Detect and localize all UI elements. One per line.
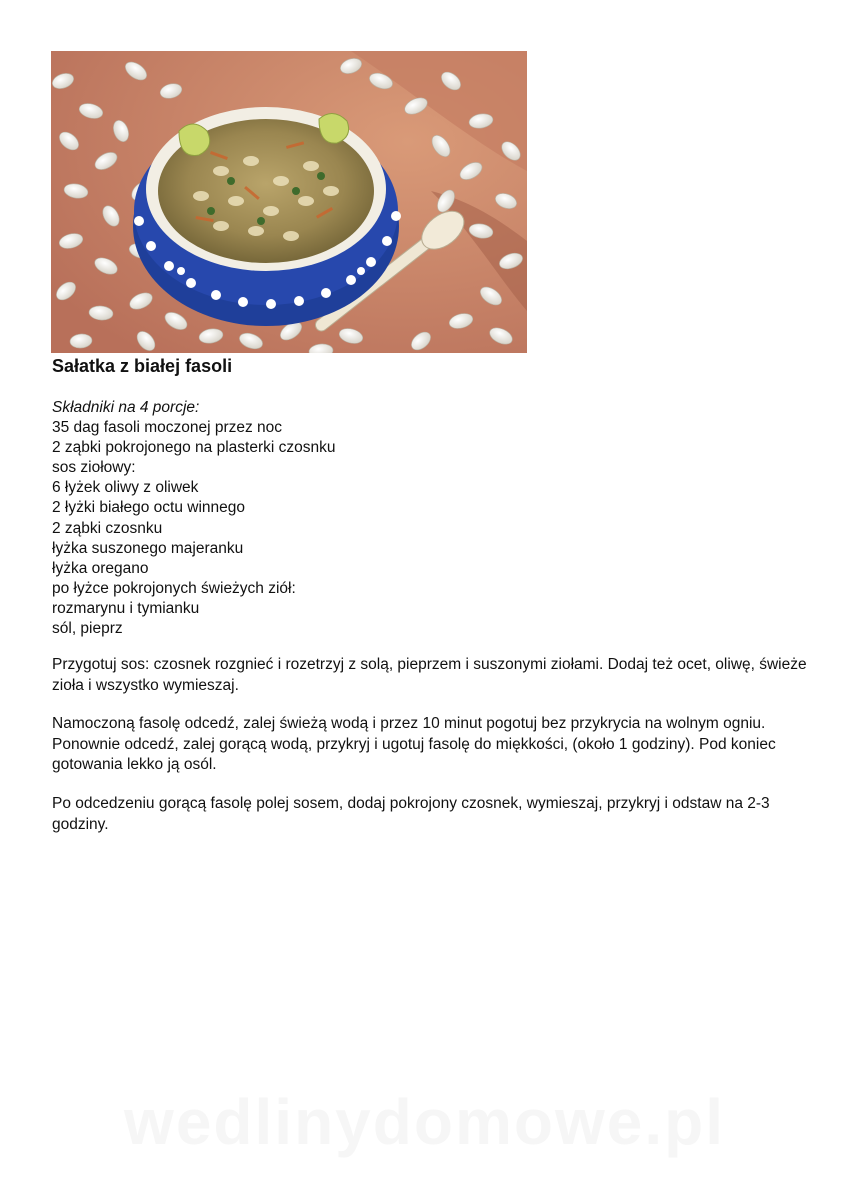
recipe-title: Sałatka z białej fasoli [52,356,233,376]
ingredients-list [52,398,335,639]
ingredient-item: 2 ząbki pokrojonego na plasterki czosnku [52,439,336,457]
step-paragraph: Namoczoną fasolę odcedź, zalej świeżą wodą i przez 10 minut pogotuj bez przykrycia na wolnym ogniu. Ponownie odcedź, zalej gorącą wodą, przykryj i ugotuj fasolę do miękkości, (około 1 godziny). Pod koniec gotowania lekko ją osól. [52,715,776,773]
step-paragraph: Przygotuj sos: czosnek rozgnieć i rozetrzyj z solą, pieprzem i suszonymi ziołami. Dodaj też ocet, oliwę, świeże zioła i wszystko wymieszaj. [52,656,807,694]
ingredient-item: rozmarynu i tymianku [52,599,200,617]
recipe-photo [51,51,527,353]
ingredient-item: sól, pieprz [52,620,123,638]
bean-salad-illustration [51,51,527,353]
ingredient-item: sos ziołowy: [52,459,136,477]
ingredient-item: łyżka oregano [52,559,149,577]
ingredient-item: 35 dag fasoli moczonej przez noc [52,419,283,437]
ingredients-heading: Składniki na 4 porcje: [52,399,200,416]
ingredient-item: po łyżce pokrojonych świeżych ziół: [52,579,296,597]
ingredient-item: 2 łyżki białego octu winnego [52,499,246,517]
ingredient-item: 2 ząbki czosnku [52,519,163,537]
ingredient-item: łyżka suszonego majeranku [52,539,244,557]
ingredient-item: 6 łyżek oliwy z oliwek [52,479,199,497]
site-watermark: wedlinydomowe.pl [124,1086,725,1158]
step-paragraph: Po odcedzeniu gorącą fasolę polej sosem, dodaj pokrojony czosnek, wymieszaj, przykryj i odstaw na 2-3 godziny. [52,795,770,833]
